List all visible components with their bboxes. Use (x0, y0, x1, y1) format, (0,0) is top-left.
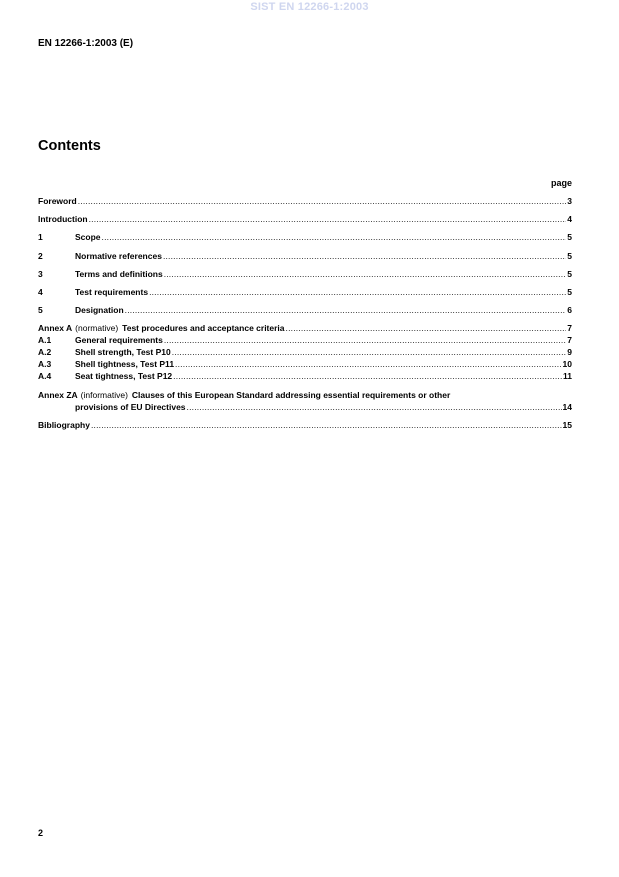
toc-entry-test-requirements[interactable] (38, 286, 572, 298)
toc-annex-type: (informative) (80, 390, 128, 400)
toc-title: Clauses of this European Standard addressing essential requirements or other (131, 390, 451, 400)
toc-page: 7 (567, 323, 572, 333)
leader-dots (286, 322, 567, 334)
leader-dots (149, 286, 566, 298)
toc-page: 3 (567, 196, 572, 206)
toc-title: Shell strength, Test P10 (75, 347, 171, 357)
toc-number: A.1 (38, 335, 52, 345)
toc-entry-annex-za[interactable] (38, 389, 572, 401)
leader-dots (164, 334, 566, 346)
toc-entry-introduction[interactable] (38, 213, 572, 225)
toc-entry-a1[interactable] (38, 334, 572, 346)
toc-entry-foreword[interactable] (38, 195, 572, 207)
toc-page: 15 (562, 420, 572, 430)
leader-dots (175, 358, 561, 370)
page-column-label: page (550, 178, 572, 188)
toc-entry-a4[interactable] (38, 370, 572, 382)
toc-entry-annex-a[interactable] (38, 322, 572, 334)
toc-title: General requirements (75, 335, 163, 345)
toc-page: 14 (562, 402, 572, 412)
leader-dots (173, 370, 562, 382)
toc-title: Terms and definitions (75, 269, 163, 279)
toc-entry-scope[interactable] (38, 231, 572, 243)
toc-page: 11 (563, 371, 572, 381)
toc-number: A.4 (38, 371, 52, 381)
toc-number: 3 (38, 269, 43, 279)
leader-dots (187, 401, 562, 413)
toc-title: Normative references (75, 251, 162, 261)
toc-title: Introduction (38, 214, 88, 224)
toc-title: Test procedures and acceptance criteria (122, 323, 285, 333)
page-title: Contents (38, 138, 101, 154)
page-number: 2 (38, 828, 44, 838)
toc-entry-annex-za-continued[interactable] (38, 401, 572, 413)
leader-dots (102, 231, 567, 243)
leader-dots (164, 268, 567, 280)
leader-dots (89, 213, 567, 225)
toc-entry-a3[interactable] (38, 358, 572, 370)
toc-annex-label: Annex A (38, 323, 73, 333)
toc-page: 7 (567, 335, 572, 345)
toc-title: Seat tightness, Test P12 (75, 371, 173, 381)
leader-dots (91, 419, 562, 431)
watermark: SIST EN 12266-1:2003 (250, 1, 369, 13)
toc-page: 6 (567, 305, 572, 315)
leader-dots (125, 304, 567, 316)
toc-page: 9 (567, 347, 572, 357)
toc-title: Scope (75, 232, 101, 242)
toc-entry-a2[interactable] (38, 346, 572, 358)
toc-page: 5 (567, 269, 572, 279)
leader-dots (163, 250, 566, 262)
toc-title: Shell tightness, Test P11 (75, 359, 175, 369)
toc-title: Designation (75, 305, 124, 315)
toc-page: 5 (567, 251, 572, 261)
toc-entry-designation[interactable] (38, 304, 572, 316)
leader-dots (172, 346, 567, 358)
leader-dots (78, 195, 567, 207)
toc-page: 4 (567, 214, 572, 224)
toc-page: 5 (567, 287, 572, 297)
toc-number: A.3 (38, 359, 52, 369)
toc-title: Foreword (38, 196, 77, 206)
toc-entry-terms-and-definitions[interactable] (38, 268, 572, 280)
toc-title-continued: provisions of EU Directives (75, 402, 186, 412)
toc-page: 5 (567, 232, 572, 242)
toc-page: 10 (562, 359, 572, 369)
document-header: EN 12266-1:2003 (E) (38, 38, 134, 49)
toc-title: Bibliography (38, 420, 90, 430)
toc-number: 5 (38, 305, 43, 315)
toc-entry-bibliography[interactable] (38, 419, 572, 431)
toc-annex-type: (normative) (75, 323, 119, 333)
toc-number: 2 (38, 251, 43, 261)
toc-title: Test requirements (75, 287, 149, 297)
toc-number: 1 (38, 232, 43, 242)
toc-annex-label: Annex ZA (38, 390, 78, 400)
toc-number: 4 (38, 287, 43, 297)
toc-number: A.2 (38, 347, 52, 357)
toc-entry-normative-references[interactable] (38, 250, 572, 262)
